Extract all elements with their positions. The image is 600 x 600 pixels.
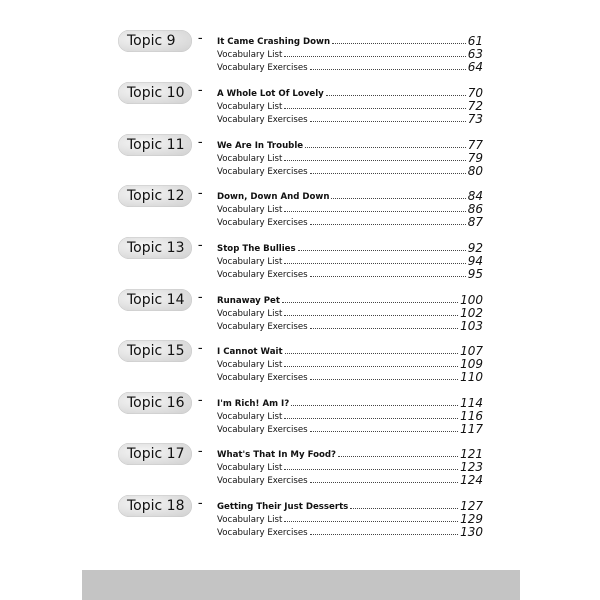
- page-number: 130: [460, 525, 483, 539]
- dot-leader: [332, 43, 466, 44]
- toc-row-vocab-list[interactable]: [217, 47, 483, 60]
- dot-leader: [284, 56, 465, 57]
- topic-entry: [0, 340, 600, 390]
- page-number: 95: [467, 267, 483, 281]
- dot-leader: [310, 431, 458, 432]
- topic-title: I'm Rich! Am I?: [217, 399, 290, 409]
- dot-leader: [326, 95, 466, 96]
- toc-row-title[interactable]: [217, 499, 483, 512]
- topic-label: Topic 13: [118, 237, 192, 259]
- page-number: 72: [467, 99, 483, 113]
- topic-label: Topic 16: [118, 392, 192, 414]
- vocab-exercises-label: Vocabulary Exercises: [217, 270, 308, 280]
- topic-entry: [0, 495, 600, 545]
- vocab-list-label: Vocabulary List: [217, 412, 283, 422]
- footer-bar: [82, 570, 520, 600]
- topic-label: Topic 11: [118, 134, 192, 156]
- toc-row-title[interactable]: [217, 241, 483, 254]
- separator-dash: –: [198, 138, 203, 148]
- toc-row-vocab-list[interactable]: [217, 512, 483, 525]
- page-number: 92: [467, 241, 483, 255]
- dot-leader: [310, 69, 466, 70]
- page-number: 86: [467, 202, 483, 216]
- vocab-list-label: Vocabulary List: [217, 360, 283, 370]
- page-number: 102: [460, 306, 483, 320]
- vocab-list-label: Vocabulary List: [217, 205, 283, 215]
- toc-row-title[interactable]: [217, 344, 483, 357]
- topic-label: Topic 9: [118, 30, 192, 52]
- toc-row-title[interactable]: [217, 396, 483, 409]
- dot-leader: [305, 147, 466, 148]
- toc-row-title[interactable]: [217, 138, 483, 151]
- page-number: 73: [467, 112, 483, 126]
- dot-leader: [291, 405, 458, 406]
- dot-leader: [284, 315, 458, 316]
- topic-title: Stop The Bullies: [217, 244, 296, 254]
- toc-row-vocab-exercises[interactable]: [217, 112, 483, 125]
- toc-row-title[interactable]: [217, 86, 483, 99]
- dot-leader: [284, 160, 465, 161]
- vocab-exercises-label: Vocabulary Exercises: [217, 322, 308, 332]
- page-number: 80: [467, 164, 483, 178]
- separator-dash: –: [198, 344, 203, 354]
- dot-leader: [282, 302, 458, 303]
- toc-row-vocab-exercises[interactable]: [217, 319, 483, 332]
- page-number: 103: [460, 319, 483, 333]
- page-number: 114: [460, 396, 483, 410]
- separator-dash: –: [198, 189, 203, 199]
- page-number: 64: [467, 60, 483, 74]
- page-number: 123: [460, 460, 483, 474]
- separator-dash: –: [198, 447, 203, 457]
- vocab-exercises-label: Vocabulary Exercises: [217, 218, 308, 228]
- topic-title: Getting Their Just Desserts: [217, 502, 349, 512]
- page-number: 84: [467, 189, 483, 203]
- page-number: 129: [460, 512, 483, 526]
- page-number: 63: [467, 47, 483, 61]
- vocab-exercises-label: Vocabulary Exercises: [217, 167, 308, 177]
- dot-leader: [284, 469, 458, 470]
- dot-leader: [284, 263, 465, 264]
- toc-row-vocab-list[interactable]: [217, 99, 483, 112]
- page-number: 109: [460, 357, 483, 371]
- dot-leader: [284, 366, 458, 367]
- topic-title: We Are In Trouble: [217, 141, 304, 151]
- topic-label: Topic 15: [118, 340, 192, 362]
- separator-dash: –: [198, 293, 203, 303]
- vocab-exercises-label: Vocabulary Exercises: [217, 528, 308, 538]
- toc-row-vocab-exercises[interactable]: [217, 370, 483, 383]
- dot-leader: [310, 173, 466, 174]
- vocab-list-label: Vocabulary List: [217, 515, 283, 525]
- topic-entry: [0, 237, 600, 287]
- separator-dash: –: [198, 396, 203, 406]
- toc-row-vocab-exercises[interactable]: [217, 215, 483, 228]
- page-number: 100: [460, 293, 483, 307]
- dot-leader: [310, 482, 458, 483]
- topic-label: Topic 12: [118, 185, 192, 207]
- page-number: 110: [460, 370, 483, 384]
- dot-leader: [284, 211, 465, 212]
- vocab-list-label: Vocabulary List: [217, 50, 283, 60]
- dot-leader: [310, 534, 458, 535]
- toc-row-title[interactable]: [217, 447, 483, 460]
- page-number: 121: [460, 447, 483, 461]
- topic-title: It Came Crashing Down: [217, 37, 331, 47]
- dot-leader: [298, 250, 466, 251]
- toc-row-vocab-list[interactable]: [217, 151, 483, 164]
- vocab-exercises-label: Vocabulary Exercises: [217, 115, 308, 125]
- toc-row-vocab-exercises[interactable]: [217, 164, 483, 177]
- vocab-list-label: Vocabulary List: [217, 257, 283, 267]
- separator-dash: –: [198, 241, 203, 251]
- separator-dash: –: [198, 86, 203, 96]
- separator-dash: –: [198, 499, 203, 509]
- toc-row-title[interactable]: [217, 189, 483, 202]
- dot-leader: [310, 276, 466, 277]
- vocab-exercises-label: Vocabulary Exercises: [217, 63, 308, 73]
- dot-leader: [284, 418, 458, 419]
- page-number: 124: [460, 473, 483, 487]
- page-number: 116: [460, 409, 483, 423]
- dot-leader: [310, 224, 466, 225]
- toc-row-vocab-list[interactable]: [217, 202, 483, 215]
- vocab-list-label: Vocabulary List: [217, 463, 283, 473]
- topic-title: I Cannot Wait: [217, 347, 283, 357]
- dot-leader: [350, 508, 458, 509]
- toc-row-vocab-exercises[interactable]: [217, 60, 483, 73]
- page-number: 61: [467, 34, 483, 48]
- topic-title: A Whole Lot Of Lovely: [217, 89, 324, 99]
- toc-row-vocab-list[interactable]: [217, 306, 483, 319]
- toc-row-vocab-list[interactable]: [217, 460, 483, 473]
- vocab-list-label: Vocabulary List: [217, 102, 283, 112]
- dot-leader: [310, 328, 458, 329]
- toc-row-vocab-list[interactable]: [217, 254, 483, 267]
- dot-leader: [310, 379, 458, 380]
- topic-entry: [0, 134, 600, 184]
- dot-leader: [338, 456, 458, 457]
- page-number: 127: [460, 499, 483, 513]
- page-number: 79: [467, 151, 483, 165]
- page-number: 87: [467, 215, 483, 229]
- page-number: 94: [467, 254, 483, 268]
- topic-entry: [0, 289, 600, 339]
- topic-label: Topic 17: [118, 443, 192, 465]
- page-number: 117: [460, 422, 483, 436]
- dot-leader: [284, 108, 465, 109]
- page-number: 70: [467, 86, 483, 100]
- dot-leader: [310, 121, 466, 122]
- dot-leader: [331, 198, 465, 199]
- toc-row-title[interactable]: [217, 34, 483, 47]
- toc-row-vocab-list[interactable]: [217, 357, 483, 370]
- topic-entry: [0, 82, 600, 132]
- topic-entry: [0, 443, 600, 493]
- toc-row-vocab-list[interactable]: [217, 409, 483, 422]
- toc-row-vocab-exercises[interactable]: [217, 525, 483, 538]
- toc-row-vocab-exercises[interactable]: [217, 473, 483, 486]
- topic-label: Topic 18: [118, 495, 192, 517]
- toc-row-vocab-exercises[interactable]: [217, 267, 483, 280]
- topic-entry: [0, 30, 600, 80]
- page-number: 107: [460, 344, 483, 358]
- topic-label: Topic 10: [118, 82, 192, 104]
- toc-row-title[interactable]: [217, 293, 483, 306]
- vocab-exercises-label: Vocabulary Exercises: [217, 476, 308, 486]
- vocab-exercises-label: Vocabulary Exercises: [217, 425, 308, 435]
- topic-title: Runaway Pet: [217, 296, 280, 306]
- separator-dash: –: [198, 34, 203, 44]
- vocab-list-label: Vocabulary List: [217, 154, 283, 164]
- toc-row-vocab-exercises[interactable]: [217, 422, 483, 435]
- dot-leader: [284, 521, 458, 522]
- topic-title: Down, Down And Down: [217, 192, 330, 202]
- page-number: 77: [467, 138, 483, 152]
- vocab-exercises-label: Vocabulary Exercises: [217, 373, 308, 383]
- vocab-list-label: Vocabulary List: [217, 309, 283, 319]
- topic-label: Topic 14: [118, 289, 192, 311]
- topic-title: What's That In My Food?: [217, 450, 337, 460]
- topic-entry: [0, 185, 600, 235]
- dot-leader: [285, 353, 459, 354]
- topic-entry: [0, 392, 600, 442]
